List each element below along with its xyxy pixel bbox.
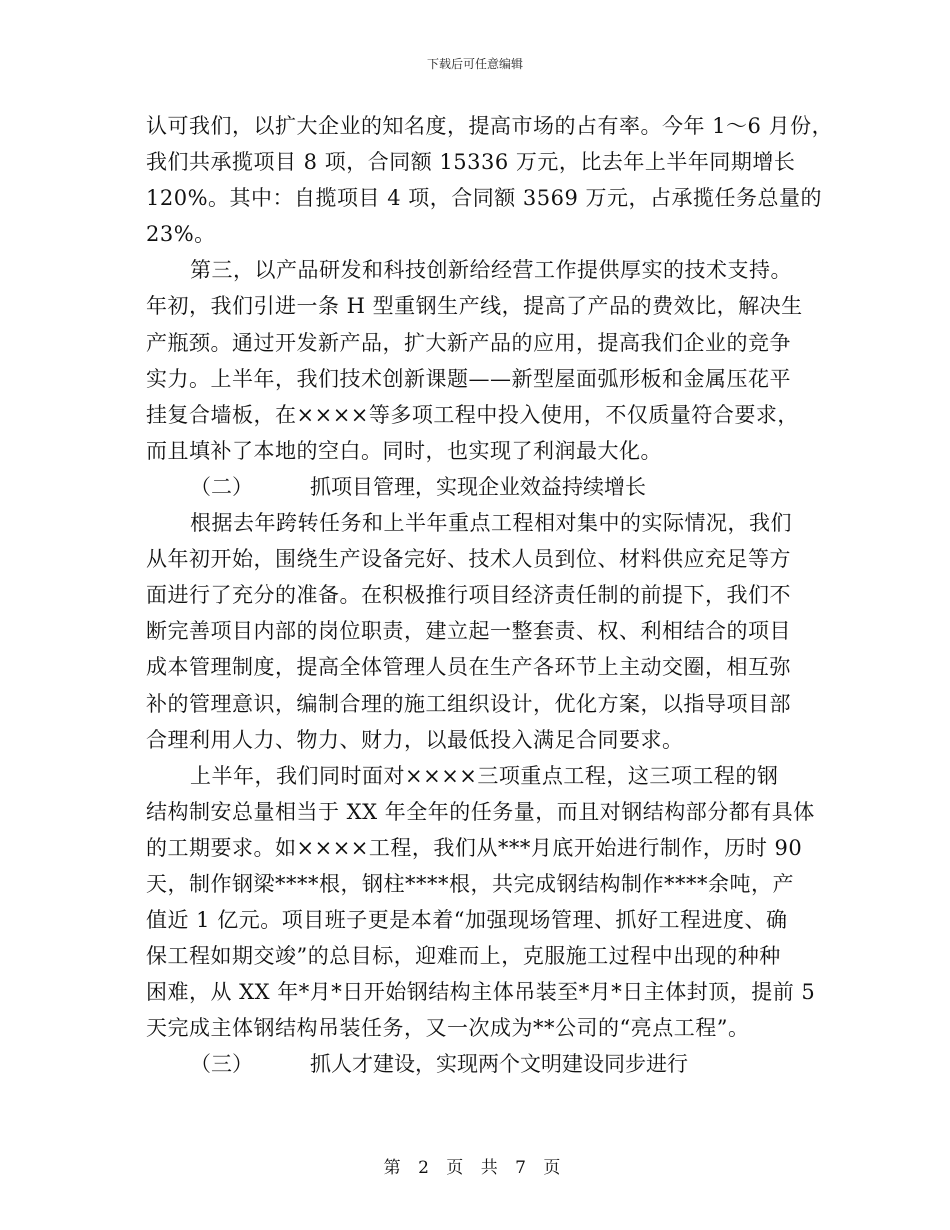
text-line: 值近 1 亿元。项目班子更是本着“加强现场管理、抓好工程进度、确 [146,908,788,933]
text-line: 保工程如期交竣”的总目标，迎难而上，克服施工过程中出现的种种 [146,944,781,969]
text-line: 年初，我们引进一条 H 型重钢生产线，提高了产品的费效比，解决生 [146,294,803,319]
text-line: 而且填补了本地的空白。同时，也实现了利润最大化。 [146,438,662,463]
section-number: （二） [190,474,253,499]
text-line: 困难，从 XX 年*月*日开始钢结构主体吊装至*月*日主体封顶，提前 5 [146,980,816,1005]
text-line: 从年初开始，围绕生产设备完好、技术人员到位、材料供应充足等方 [146,547,791,572]
text-line: 断完善项目内部的岗位职责，建立起一整套责、权、利相结合的项目 [146,619,791,644]
text-line: 结构制安总量相当于 XX 年全年的任务量，而且对钢结构部分都有具体 [146,799,815,824]
text-line: 合理利用人力、物力、财力，以最低投入满足合同要求。 [146,727,684,752]
section-heading [146,1046,826,1082]
text-line: 的工期要求。如××××工程，我们从***月底开始进行制作，历时 90 [146,835,803,860]
text-line: 挂复合墙板，在××××等多项工程中投入使用，不仅质量符合要求， [146,402,799,427]
text-line: 23%。 [146,222,216,247]
document-body [146,108,834,1083]
text-line: 120%。其中：自揽项目 4 项，合同额 3569 万元，占承揽任务总量的 [146,186,823,211]
text-line: 认可我们，以扩大企业的知名度，提高市场的占有率。今年 1～6 月份， [146,114,834,138]
text-line: 第三，以产品研发和科技创新给经营工作提供厚实的技术支持。 [190,258,792,283]
section-title: 抓人才建设，实现两个文明建设同步进行 [310,1052,688,1077]
section-number: （三） [190,1052,253,1077]
text-line: 天完成主体钢结构吊装任务，又一次成为**公司的“亮点工程”。 [146,1016,750,1041]
section-heading [146,469,826,505]
text-line: 实力。上半年，我们技术创新课题——新型屋面弧形板和金属压花平 [146,366,791,391]
text-line: 上半年，我们同时面对××××三项重点工程，这三项工程的钢 [190,763,779,788]
text-line: 补的管理意识，编制合理的施工组织设计，优化方案，以指导项目部 [146,691,791,716]
text-line: 成本管理制度，提高全体管理人员在生产各环节上主动交圈，相互弥 [146,655,791,680]
text-line: 根据去年跨转任务和上半年重点工程相对集中的实际情况，我们 [190,511,792,536]
text-line: 面进行了充分的准备。在积极推行项目经济责任制的前提下，我们不 [146,583,791,608]
text-line: 我们共承揽项目 8 项，合同额 15336 万元，比去年上半年同期增长 [146,150,796,175]
page-footer: 第 2 页 共 7 页 [383,1158,567,1178]
text-line: 天，制作钢梁****根，钢柱****根，共完成钢结构制作****余吨，产 [146,871,794,896]
text-line: 产瓶颈。通过开发新产品，扩大新产品的应用，提高我们企业的竞争 [146,330,791,355]
section-title: 抓项目管理，实现企业效益持续增长 [310,474,646,499]
page-header: 下载后可任意编辑 [426,57,523,71]
